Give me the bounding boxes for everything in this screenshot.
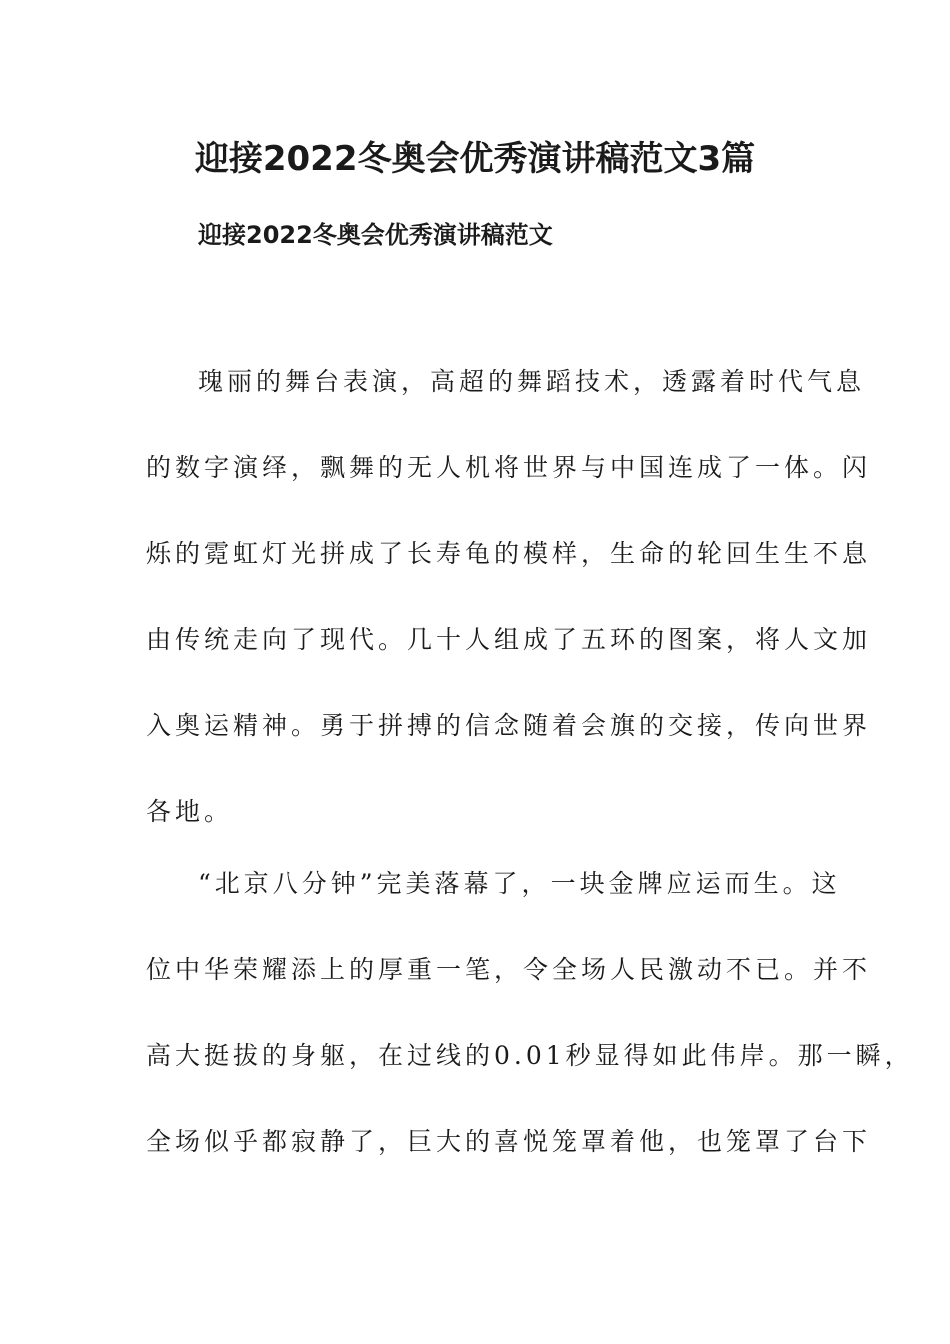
paragraph-line: 由传统走向了现代。几十人组成了五环的图案，将人文加 (146, 625, 872, 654)
paragraph-line: 各地。 (146, 797, 234, 826)
paragraph-line: 高大挺拔的身躯，在过线的0.01秒显得如此伟岸。那一瞬， (146, 1041, 914, 1070)
paragraph-line: 瑰丽的舞台表演，高超的舞蹈技术，透露着时代气息 (198, 367, 866, 396)
document-subtitle: 迎接2022冬奥会优秀演讲稿范文 (198, 221, 553, 249)
document-title: 迎接2022冬奥会优秀演讲稿范文3篇 (194, 139, 756, 179)
paragraph-line: 的数字演绎，飘舞的无人机将世界与中国连成了一体。闪 (146, 453, 872, 482)
paragraph-line: 烁的霓虹灯光拼成了长寿龟的模样，生命的轮回生生不息 (146, 539, 872, 568)
paragraph-line: 位中华荣耀添上的厚重一笔，令全场人民激动不已。并不 (146, 955, 872, 984)
paragraph-line: 全场似乎都寂静了，巨大的喜悦笼罩着他，也笼罩了台下 (146, 1127, 872, 1156)
paragraph-line: “北京八分钟”完美落幕了，一块金牌应运而生。这 (198, 869, 841, 898)
paragraph-line: 入奥运精神。勇于拼搏的信念随着会旗的交接，传向世界 (146, 711, 872, 740)
